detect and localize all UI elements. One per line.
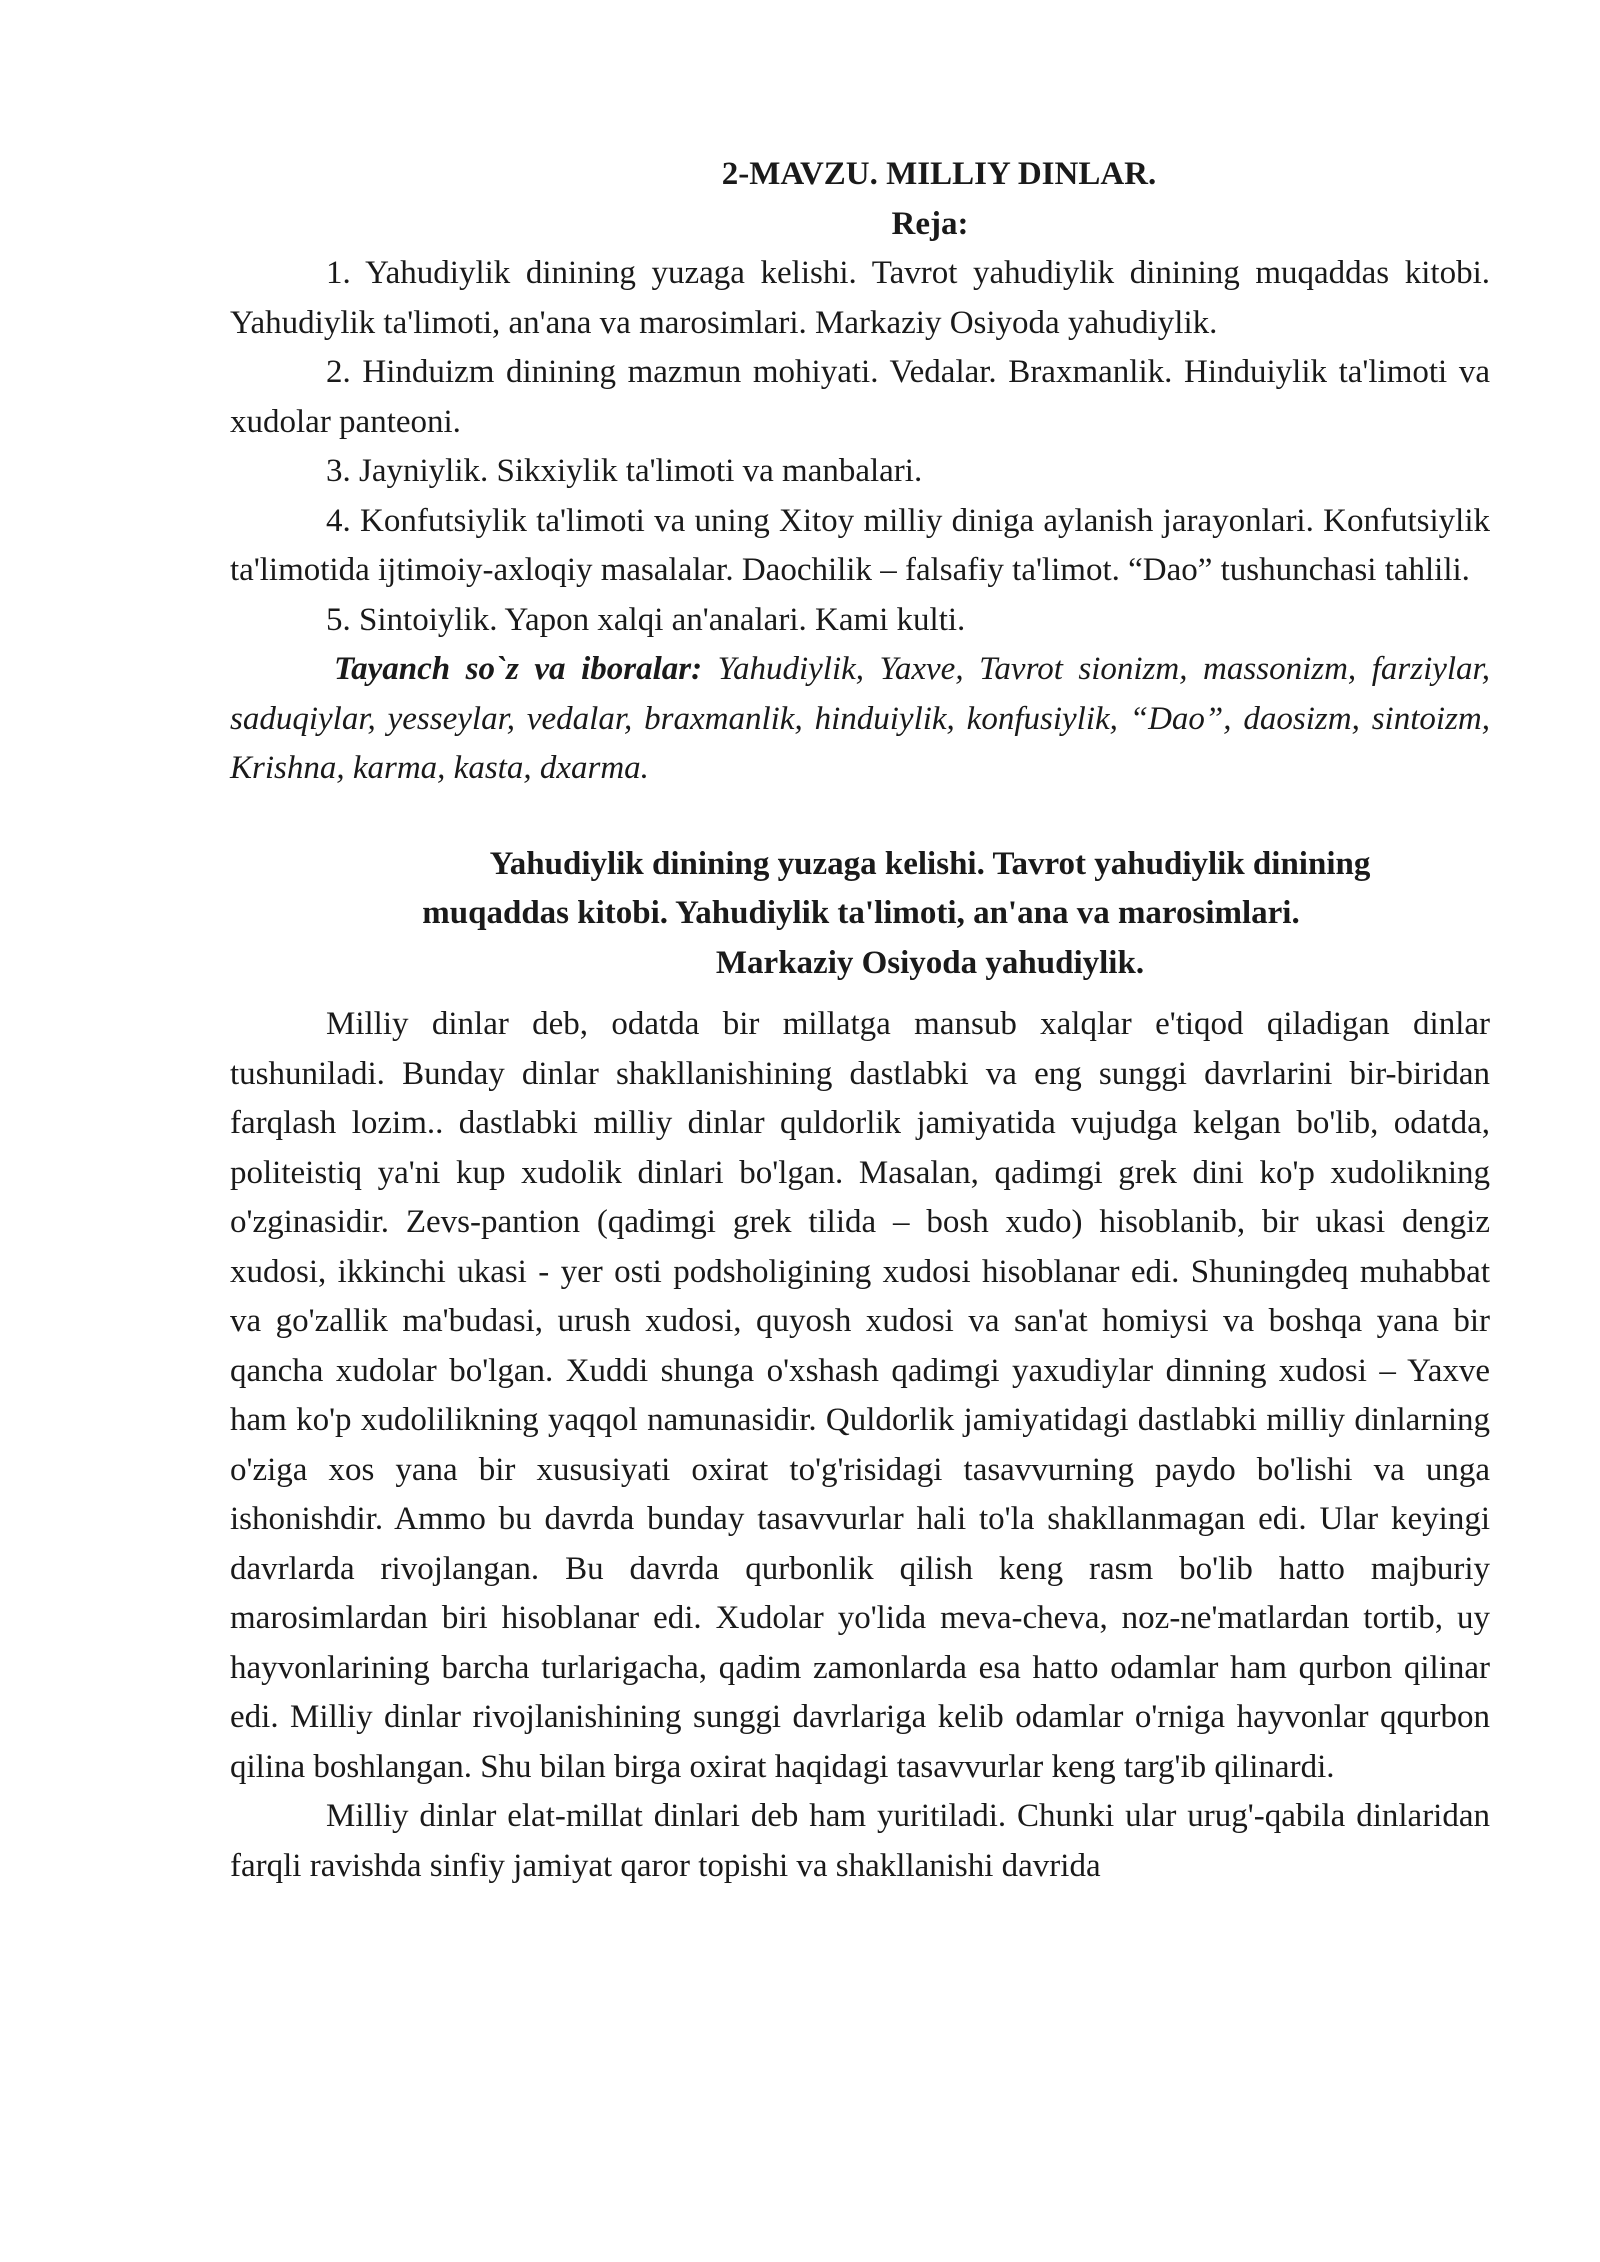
plan-item: 2. Hinduizm dinining mazmun mohiyati. Vedalar. Braxmanlik. Hinduiylik ta'limoti va xudolar panteoni. (230, 354, 1490, 440)
document-title: 2-MAVZU. MILLIY DINLAR. (721, 156, 1157, 192)
keywords-text: Yahudiylik, Yaxve, Tavrot sionizm, massonizm, farziylar, saduqiylar, yesseylar, vedalar, braxmanlik, hinduiylik, konfusiylik, “Dao”, daosizm, sintoizm, Krishna, karma, kasta, dxarma. (230, 651, 1490, 786)
plan-item: 1. Yahudiylik dinining yuzaga kelishi. Tavrot yahudiylik dinining muqaddas kitobi. Yahudiylik ta'limoti, an'ana va marosimlari. Markaziy Osiyoda yahudiylik. (230, 255, 1490, 341)
document-page (230, 150, 1490, 1891)
section-heading (230, 840, 1490, 989)
plan-item: 3. Jayniylik. Sikxiylik ta'limoti va manbalari. (326, 453, 923, 489)
section-heading-line: muqaddas kitobi. Yahudiylik ta'limoti, an'ana va marosimlari. (422, 895, 1300, 931)
body-paragraph: Milliy dinlar elat-millat dinlari deb ham yuritiladi. Chunki ular urug'-qabila dinlaridan farqli ravishda sinfiy jamiyat qaror topishi va shakllanishi davrida (230, 1798, 1490, 1884)
keywords-paragraph (230, 645, 1490, 794)
keywords-label: Tayanch so`z va iboralar: (334, 651, 703, 687)
plan-item: 5. Sintoiylik. Yapon xalqi an'analari. Kami kulti. (326, 601, 966, 638)
body-paragraph: Milliy dinlar deb, odatda bir millatga mansub xalqlar e'tiqod qiladigan dinlar tushuniladi. Bunday dinlar shakllanishining dastlabki va eng sunggi davrlarini bir-biridan farqlash lozim.. dastlabki milliy dinlar quldorlik jamiyatida vujudga kelgan bo'lib, odatda, politeistiq ya'ni kup xudolik dinlari bo'lgan. Masalan, qadimgi grek dini ko'p xudolikning o'zginasidir. Zevs-pantion (qadimgi grek tilida – bosh xudo) hisoblanib, bir ukasi dengiz xudosi, ikkinchi ukasi - yer osti podsholigining xudosi hisoblanar edi. Shuningdeq muhabbat va go'zallik ma'budasi, urush xudosi, quyosh xudosi va san'at homiysi va boshqa yana bir qancha xudolar bo'lgan. Xuddi shunga o'xshash qadimgi yaxudiylar dinning xudosi – Yaxve ham ko'p xudolilikning yaqqol namunasidir. Quldorlik jamiyatidagi dastlabki milliy dinlarning o'ziga xos yana bir xususiyati oxirat to'g'risidagi tasavvurning paydo bo'lishi va unga ishonishdir. Ammo bu davrda bunday tasavvurlar hali to'la shakllanmagan edi. Ular keyingi davrlarda rivojlangan. Bu davrda qurbonlik qilish keng rasm bo'lib hatto majburiy marosimlardan biri hisoblanar edi. Xudolar yo'lida meva-cheva, noz-ne'matlardan tortib, uy hayvonlarining barcha turlarigacha, qadim zamonlarda esa hatto odamlar ham qurbon qilinar edi. Milliy dinlar rivojlanishining sunggi davrlariga kelib odamlar o'rniga hayvonlar qqurbon qilina boshlangan. Shu bilan birga oxirat haqidagi tasavvurlar keng targ'ib qilinardi. (230, 1006, 1490, 1785)
plan-item: 4. Konfutsiylik ta'limoti va uning Xitoy milliy diniga aylanish jarayonlari. Konfutsiylik ta'limotida ijtimoiy-axloqiy masalalar. Daochilik – falsafiy ta'limot. “Dao” tushunchasi tahlili. (230, 502, 1490, 588)
section-heading-line: Yahudiylik dinining yuzaga kelishi. Tavrot yahudiylik dinining (489, 845, 1371, 882)
section-heading-line: Markaziy Osiyoda yahudiylik. (715, 944, 1145, 981)
plan-heading: Reja: (891, 205, 969, 242)
